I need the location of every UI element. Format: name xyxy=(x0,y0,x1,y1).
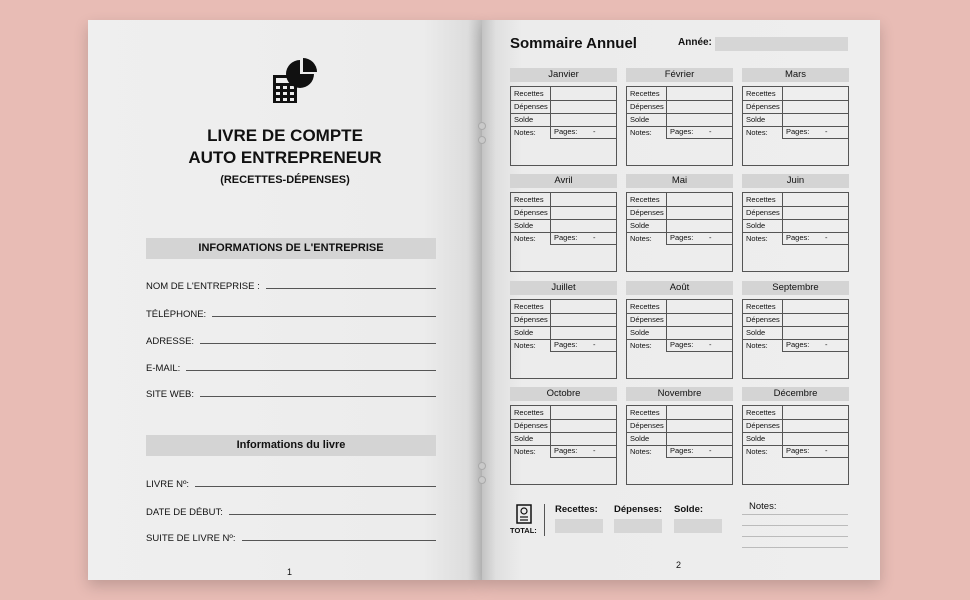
row-label: Recettes xyxy=(630,89,660,98)
pages-label: Pages: xyxy=(554,127,578,136)
month-table[interactable] xyxy=(510,299,617,379)
row-label: Solde xyxy=(630,115,650,124)
pages-label: Pages: xyxy=(786,233,810,242)
pages-label: Pages: xyxy=(670,446,694,455)
pages-label: Pages: xyxy=(786,340,810,349)
address-field[interactable] xyxy=(146,331,436,347)
row-label: Notes: xyxy=(746,447,768,456)
binding-hole xyxy=(478,136,486,144)
pages-label: Pages: xyxy=(670,233,694,242)
pages-label: Pages: xyxy=(554,233,578,242)
column-divider xyxy=(666,193,667,232)
fill-line xyxy=(186,370,436,371)
month-name: Septembre xyxy=(742,281,849,295)
column-divider xyxy=(666,87,667,126)
field-label: DATE DE DÉBUT: xyxy=(146,507,223,518)
binding-hole xyxy=(478,122,486,130)
right-page xyxy=(482,20,880,580)
field-label: ADRESSE: xyxy=(146,336,195,347)
column-divider xyxy=(550,406,551,445)
field-label: LIVRE Nº: xyxy=(146,479,190,490)
row-label: Recettes xyxy=(746,408,776,417)
month-block xyxy=(742,68,849,166)
fill-line xyxy=(266,288,436,289)
pages-dash: - xyxy=(593,233,596,242)
total-solde-box[interactable] xyxy=(674,519,722,533)
row-label: Notes: xyxy=(514,234,536,243)
column-divider xyxy=(782,193,783,232)
row-label: Recettes xyxy=(630,408,660,417)
row-label: Recettes xyxy=(746,195,776,204)
row-label: Solde xyxy=(514,221,534,230)
month-name: Juin xyxy=(742,174,849,188)
column-divider xyxy=(666,300,667,339)
row-label: Recettes xyxy=(514,89,544,98)
month-block xyxy=(626,174,733,272)
row-label: Solde xyxy=(746,221,766,230)
next-book-field[interactable] xyxy=(146,528,436,544)
month-table[interactable] xyxy=(626,86,733,166)
row-label: Recettes xyxy=(746,302,776,311)
month-name: Octobre xyxy=(510,387,617,401)
fill-line xyxy=(242,540,436,541)
row-label: Notes: xyxy=(514,128,536,137)
field-label: NOM DE L'ENTREPRISE : xyxy=(146,281,260,292)
row-label: Notes: xyxy=(514,447,536,456)
month-table[interactable] xyxy=(626,192,733,272)
year-input[interactable] xyxy=(715,37,848,51)
month-table[interactable] xyxy=(626,405,733,485)
month-table[interactable] xyxy=(742,192,849,272)
email-field[interactable] xyxy=(146,358,436,374)
pages-dash: - xyxy=(825,233,828,242)
page-number: 2 xyxy=(676,560,682,570)
row-label: Notes: xyxy=(746,234,768,243)
month-table[interactable] xyxy=(510,192,617,272)
pages-dash: - xyxy=(709,446,712,455)
month-name: Février xyxy=(626,68,733,82)
month-name: Novembre xyxy=(626,387,733,401)
month-block xyxy=(510,174,617,272)
total-depenses-label: Dépenses: xyxy=(614,504,663,515)
month-name: Mars xyxy=(742,68,849,82)
pages-dash: - xyxy=(825,446,828,455)
book-section-header: Informations du livre xyxy=(146,435,436,456)
notes-line[interactable] xyxy=(742,525,848,526)
start-date-field[interactable] xyxy=(146,502,436,518)
column-divider xyxy=(782,300,783,339)
row-label: Solde xyxy=(630,434,650,443)
pages-dash: - xyxy=(709,127,712,136)
fill-line xyxy=(229,514,436,515)
pages-label: Pages: xyxy=(670,340,694,349)
column-divider xyxy=(550,87,551,126)
binding-hole xyxy=(478,476,486,484)
pages-dash: - xyxy=(709,233,712,242)
row-label: Dépenses xyxy=(746,102,780,111)
company-section-header: INFORMATIONS DE L'ENTREPRISE xyxy=(146,238,436,259)
pages-dash: - xyxy=(593,446,596,455)
row-label: Dépenses xyxy=(630,315,664,324)
row-label: Dépenses xyxy=(514,315,548,324)
book-subtitle: (RECETTES-DÉPENSES) xyxy=(220,174,350,186)
row-label: Recettes xyxy=(514,302,544,311)
row-label: Notes: xyxy=(630,341,652,350)
row-label: Recettes xyxy=(514,195,544,204)
column-divider xyxy=(666,406,667,445)
month-block xyxy=(742,387,849,485)
row-label: Solde xyxy=(746,434,766,443)
row-label: Recettes xyxy=(630,195,660,204)
row-label: Dépenses xyxy=(746,421,780,430)
month-name: Mai xyxy=(626,174,733,188)
notes-line[interactable] xyxy=(742,547,848,548)
pages-dash: - xyxy=(709,340,712,349)
row-label: Dépenses xyxy=(514,102,548,111)
fill-line xyxy=(195,486,436,487)
divider xyxy=(544,504,545,536)
pages-label: Pages: xyxy=(554,340,578,349)
month-block xyxy=(742,174,849,272)
month-table[interactable] xyxy=(742,299,849,379)
month-name: Juillet xyxy=(510,281,617,295)
fill-line xyxy=(200,396,436,397)
field-label: E-MAIL: xyxy=(146,363,181,374)
row-label: Dépenses xyxy=(630,102,664,111)
row-label: Recettes xyxy=(630,302,660,311)
month-name: Août xyxy=(626,281,733,295)
field-label: SITE WEB: xyxy=(146,389,195,400)
row-label: Dépenses xyxy=(630,421,664,430)
pages-label: Pages: xyxy=(554,446,578,455)
row-label: Notes: xyxy=(630,234,652,243)
pages-dash: - xyxy=(825,127,828,136)
month-block xyxy=(742,281,849,379)
phone-field[interactable] xyxy=(146,304,436,320)
month-block xyxy=(510,281,617,379)
receipt-icon xyxy=(514,504,534,524)
row-label: Recettes xyxy=(514,408,544,417)
notes-line[interactable] xyxy=(742,536,848,537)
field-label: SUITE DE LIVRE Nº: xyxy=(146,533,236,544)
pages-label: Pages: xyxy=(786,446,810,455)
book-title-line2: AUTO ENTREPRENEUR xyxy=(188,148,382,167)
field-label: TÉLÉPHONE: xyxy=(146,309,207,320)
website-field[interactable] xyxy=(146,384,436,400)
pages-dash: - xyxy=(593,340,596,349)
pages-dash: - xyxy=(825,340,828,349)
notes-line[interactable] xyxy=(742,514,848,515)
pages-label: Pages: xyxy=(786,127,810,136)
month-block xyxy=(510,68,617,166)
month-name: Avril xyxy=(510,174,617,188)
summary-title: Sommaire Annuel xyxy=(510,35,637,52)
total-recettes-label: Recettes: xyxy=(555,504,598,515)
row-label: Dépenses xyxy=(746,315,780,324)
row-label: Notes: xyxy=(746,128,768,137)
month-name: Décembre xyxy=(742,387,849,401)
row-label: Notes: xyxy=(514,341,536,350)
column-divider xyxy=(782,87,783,126)
total-label: TOTAL: xyxy=(510,526,537,535)
row-label: Notes: xyxy=(630,128,652,137)
month-table[interactable] xyxy=(510,86,617,166)
page-number: 1 xyxy=(287,567,293,577)
calculator-chart-icon xyxy=(273,58,318,104)
company-name-field[interactable] xyxy=(146,276,436,292)
binding-hole xyxy=(478,462,486,470)
total-recettes-box[interactable] xyxy=(555,519,603,533)
month-table[interactable] xyxy=(742,86,849,166)
row-label: Notes: xyxy=(630,447,652,456)
month-table[interactable] xyxy=(742,405,849,485)
column-divider xyxy=(550,300,551,339)
month-table[interactable] xyxy=(626,299,733,379)
row-label: Solde xyxy=(746,328,766,337)
spine-shadow xyxy=(468,20,496,580)
total-depenses-box[interactable] xyxy=(614,519,662,533)
column-divider xyxy=(550,193,551,232)
total-solde-label: Solde: xyxy=(674,504,704,515)
month-block xyxy=(626,387,733,485)
month-name: Janvier xyxy=(510,68,617,82)
row-label: Dépenses xyxy=(746,208,780,217)
row-label: Notes: xyxy=(746,341,768,350)
row-label: Solde xyxy=(746,115,766,124)
row-label: Solde xyxy=(630,328,650,337)
row-label: Dépenses xyxy=(514,421,548,430)
left-page xyxy=(88,20,482,580)
fill-line xyxy=(200,343,436,344)
fill-line xyxy=(212,316,436,317)
month-block xyxy=(626,68,733,166)
pages-label: Pages: xyxy=(670,127,694,136)
pages-dash: - xyxy=(593,127,596,136)
row-label: Solde xyxy=(514,115,534,124)
book-title-line1: LIVRE DE COMPTE xyxy=(207,126,363,145)
row-label: Solde xyxy=(514,328,534,337)
month-block xyxy=(510,387,617,485)
month-table[interactable] xyxy=(510,405,617,485)
row-label: Dépenses xyxy=(514,208,548,217)
notes-label: Notes: xyxy=(749,501,777,512)
month-block xyxy=(626,281,733,379)
row-label: Recettes xyxy=(746,89,776,98)
column-divider xyxy=(782,406,783,445)
row-label: Solde xyxy=(514,434,534,443)
row-label: Solde xyxy=(630,221,650,230)
row-label: Dépenses xyxy=(630,208,664,217)
year-label: Année: xyxy=(678,37,712,48)
book-number-field[interactable] xyxy=(146,474,436,490)
